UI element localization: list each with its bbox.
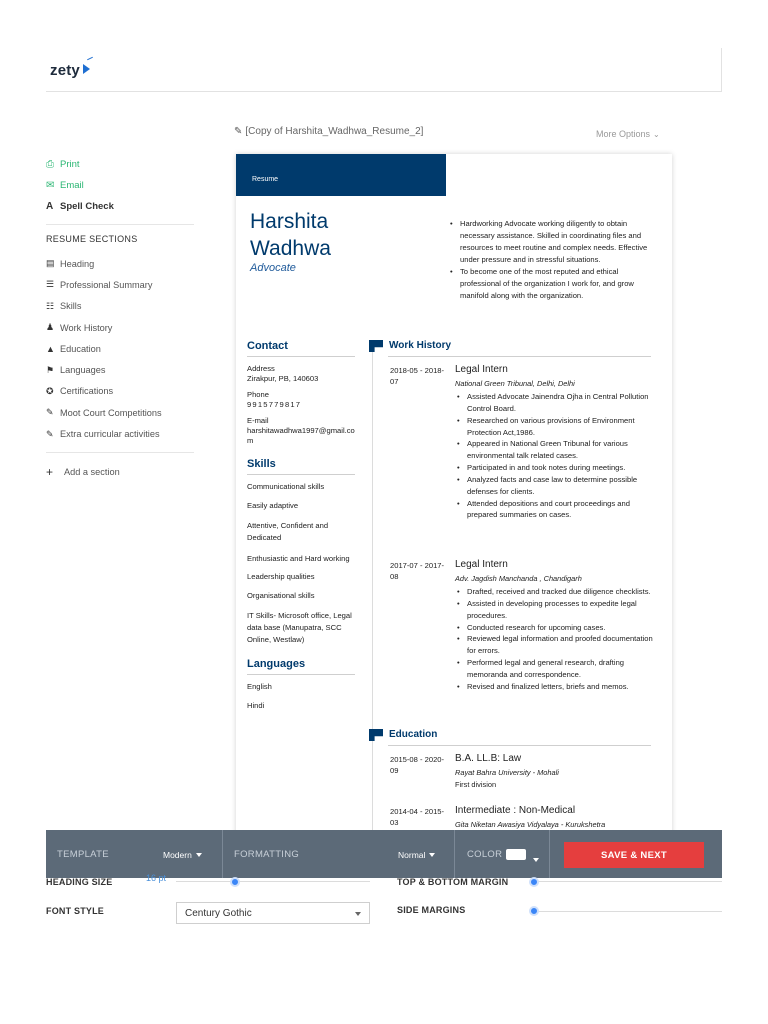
logo-text: zety — [50, 62, 80, 79]
education-title: Education — [389, 729, 438, 740]
flag-icon: ⚑ — [46, 364, 55, 375]
bar-divider — [454, 830, 455, 878]
list-icon: ☰ — [46, 279, 55, 290]
sidebar-item-label: Skills — [60, 301, 82, 312]
side-margins-label: SIDE MARGINS — [397, 905, 466, 915]
entry-date: 2015-08 - 2020-09 — [390, 755, 445, 775]
entry-org: Rayat Bahra University - Mohali — [455, 768, 559, 777]
sidebar-item-label: Extra curricular activities — [60, 429, 160, 440]
contact-title: Contact — [247, 340, 355, 357]
sidebar-item-education[interactable] — [46, 338, 196, 359]
color-dropdown[interactable] — [529, 850, 539, 868]
entry-bullet: • Attended depositions and court proceedings and prepared summaries on cases. — [455, 498, 655, 522]
heading-size-track[interactable] — [176, 881, 370, 882]
font-style-label: FONT STYLE — [46, 906, 104, 916]
section-flag-icon — [369, 729, 383, 741]
font-style-row — [46, 898, 722, 928]
sidebar-item-heading[interactable] — [46, 253, 196, 274]
entry-bullet: • Drafted, received and tracked due diligence checklists. — [455, 586, 655, 598]
caret-down-icon — [355, 912, 361, 916]
checklist-icon: ☷ — [46, 300, 55, 311]
template-value: Modern — [163, 850, 192, 860]
logo-arrow-icon — [83, 64, 90, 74]
print-label: Print — [60, 159, 80, 170]
sidebar-item-label: Moot Court Competitions — [60, 407, 162, 418]
language-item: Hindi — [247, 701, 265, 710]
resume-role: Advocate — [250, 262, 296, 274]
top-bottom-margin-track[interactable] — [530, 881, 722, 882]
phone-value: 9915779817 — [247, 400, 302, 409]
sidebar-item-work-history[interactable] — [46, 317, 196, 338]
document-name-text: [Copy of Harshita_Wadhwa_Resume_2] — [245, 126, 424, 137]
email-value: harshitawadhwa1997@gmail.com — [247, 426, 355, 445]
spell-check-label: Spell Check — [60, 201, 114, 212]
add-section-button[interactable] — [46, 465, 196, 479]
entry-bullet: • Researched on various provisions of Environment Protection Act,1986. — [455, 415, 655, 439]
sidebar-item-languages[interactable] — [46, 359, 196, 380]
caret-down-icon — [533, 858, 539, 862]
formatting-label: FORMATTING — [234, 849, 300, 860]
first-name: Harshita — [250, 210, 329, 233]
envelope-icon: ✉ — [46, 180, 55, 191]
column-divider — [372, 340, 373, 834]
work-history-title: Work History — [389, 340, 452, 351]
sidebar-divider — [46, 224, 194, 225]
entry-org: Adv. Jagdish Manchanda , Chandigarh — [455, 574, 582, 583]
last-name: Wadhwa — [250, 237, 331, 260]
entry-bullet: • Reviewed legal information and proofed documentation for errors. — [455, 633, 655, 657]
entry-note: First division — [455, 780, 497, 789]
certificate-icon: ✪ — [46, 385, 54, 396]
entry-bullet: • Participated in and took notes during meetings. — [455, 462, 655, 474]
caret-down-icon — [429, 853, 435, 857]
save-next-button[interactable]: SAVE & NEXT — [564, 842, 704, 868]
section-flag-icon — [369, 340, 383, 352]
top-bottom-margin-slider[interactable] — [529, 877, 539, 887]
top-bar — [46, 48, 722, 92]
resume-name — [250, 208, 331, 262]
entry-bullet: • Conducted research for upcoming cases. — [455, 622, 655, 634]
entry-title: Legal Intern — [455, 364, 508, 375]
zety-logo[interactable] — [50, 62, 90, 79]
font-style-select[interactable] — [176, 902, 370, 924]
template-label: TEMPLATE — [57, 849, 109, 860]
skill-item: Attentive, Confident and Dedicated — [247, 521, 329, 542]
sidebar-item-skills[interactable] — [46, 296, 196, 317]
resume-left-column — [247, 340, 355, 711]
skill-item: Organisational skills — [247, 591, 315, 600]
resume-sections-title: RESUME SECTIONS — [46, 234, 138, 244]
users-icon: ♟ — [46, 322, 55, 333]
skill-item: Enthusiastic and Hard working — [247, 554, 350, 563]
sidebar-item-certifications[interactable] — [46, 381, 196, 402]
print-button[interactable] — [46, 154, 196, 175]
heading-size-value: 16 pt — [146, 873, 167, 883]
skill-item: Communicational skills — [247, 482, 325, 491]
editor-app — [46, 48, 722, 934]
formatting-value: Normal — [398, 850, 426, 860]
pencil-icon: ✎ — [46, 407, 54, 418]
bar-divider — [549, 830, 550, 878]
more-options-label: More Options — [596, 129, 651, 139]
sidebar — [46, 154, 196, 479]
color-label: COLOR — [467, 849, 503, 860]
bar-divider — [222, 830, 223, 878]
entry-bullet: • Appeared in National Green Tribunal for various environmental talk related cases. — [455, 438, 655, 462]
phone-label: Phone — [247, 390, 269, 399]
professional-summary — [446, 218, 652, 302]
sidebar-item-moot-court[interactable] — [46, 402, 196, 423]
pencil-icon: ✎ — [46, 428, 54, 439]
language-item: English — [247, 682, 272, 691]
address-value: Zirakpur, PB, 140603 — [247, 374, 319, 383]
spell-check-button[interactable] — [46, 196, 196, 217]
sidebar-item-label: Work History — [60, 322, 113, 333]
document-icon: ▤ — [46, 258, 55, 269]
sidebar-item-extra-curricular[interactable] — [46, 423, 196, 444]
caret-down-icon — [196, 853, 202, 857]
entry-date: 2014-04 - 2015-03 — [390, 807, 445, 827]
resume-band-label: Resume — [252, 176, 279, 183]
address-label: Address — [247, 364, 275, 373]
bottom-toolbar — [46, 830, 722, 878]
entry-date: 2018-05 - 2018-07 — [390, 366, 445, 386]
top-bottom-margin-label: TOP & BOTTOM MARGIN — [397, 877, 509, 887]
document-name[interactable] — [234, 126, 423, 137]
section-rule — [388, 356, 651, 357]
entry-title: B.A. LL.B: Law — [455, 753, 522, 764]
summary-item: • To become one of the most reputed and ethical professional of the organization I work for, and grow manifold along with the organization. — [446, 266, 652, 302]
sidebar-item-label: Professional Summary — [60, 279, 153, 290]
skill-item: Leadership qualities — [247, 572, 315, 581]
summary-item: • Hardworking Advocate working diligently to obtain necessary assistance. Skilled in coordinating files and resources to meet routine and complex needs. Effective under pressure and in stressful situations. — [446, 218, 652, 266]
entry-bullet: • Performed legal and general research, drafting memoranda and correspondence. — [455, 657, 655, 681]
sidebar-divider — [46, 452, 194, 453]
graduation-cap-icon: ▲ — [46, 343, 55, 354]
color-swatch[interactable] — [506, 849, 526, 860]
heading-size-slider[interactable] — [230, 877, 240, 887]
pencil-icon: ✎ — [234, 126, 243, 137]
skills-title: Skills — [247, 458, 355, 475]
add-section-label: Add a section — [64, 466, 120, 477]
entry-date: 2017-07 - 2017-08 — [390, 561, 445, 581]
entry-bullet: • Assisted in developing processes to expedite legal procedures. — [455, 598, 655, 622]
logo-accent-icon — [87, 57, 93, 60]
email-label: Email — [60, 180, 84, 191]
entry-org: Gita Niketan Awasiya Vidyalaya - Kurukshetra — [455, 820, 606, 829]
sidebar-item-label: Languages — [60, 365, 106, 376]
entry-bullet: • Revised and finalized letters, briefs and memos. — [455, 681, 655, 693]
entry-bullets — [455, 391, 655, 521]
resume-header-band — [236, 154, 446, 196]
formatting-dropdown[interactable] — [398, 850, 435, 860]
skill-item: IT Skills- Microsoft office, Legal data base (Manupatra, SCC Online, Westlaw) — [247, 611, 352, 644]
sidebar-item-label: Certifications — [60, 386, 114, 397]
languages-title: Languages — [247, 658, 355, 675]
entry-title: Intermediate : Non-Medical — [455, 805, 576, 816]
entry-bullet: • Analyzed facts and case law to determine possible defenses for clients. — [455, 474, 655, 498]
heading-size-label: HEADING SIZE — [46, 877, 113, 887]
side-margins-slider[interactable] — [529, 906, 539, 916]
email-button[interactable] — [46, 175, 196, 196]
side-margins-track[interactable] — [530, 911, 722, 912]
plus-icon: + — [46, 464, 54, 479]
template-dropdown[interactable] — [163, 850, 202, 860]
skill-item: Easily adaptive — [247, 501, 299, 510]
resume-preview[interactable] — [236, 154, 672, 834]
sidebar-item-professional-summary[interactable] — [46, 274, 196, 295]
sidebar-item-label: Education — [60, 343, 101, 354]
section-rule — [388, 745, 651, 746]
spell-check-icon: A — [46, 201, 54, 212]
sidebar-item-label: Heading — [60, 258, 95, 269]
email-label: E-mail — [247, 416, 269, 425]
entry-bullet: • Assisted Advocate Jainendra Ojha in Central Pollution Control Board. — [455, 391, 655, 415]
entry-org: National Green Tribunal, Delhi, Delhi — [455, 379, 575, 388]
font-style-value: Century Gothic — [185, 908, 252, 919]
entry-bullets — [455, 586, 655, 693]
chevron-down-icon: ⌄ — [653, 130, 660, 139]
entry-title: Legal Intern — [455, 559, 508, 570]
print-icon: ⎙ — [46, 159, 54, 170]
more-options-button[interactable] — [596, 129, 660, 139]
